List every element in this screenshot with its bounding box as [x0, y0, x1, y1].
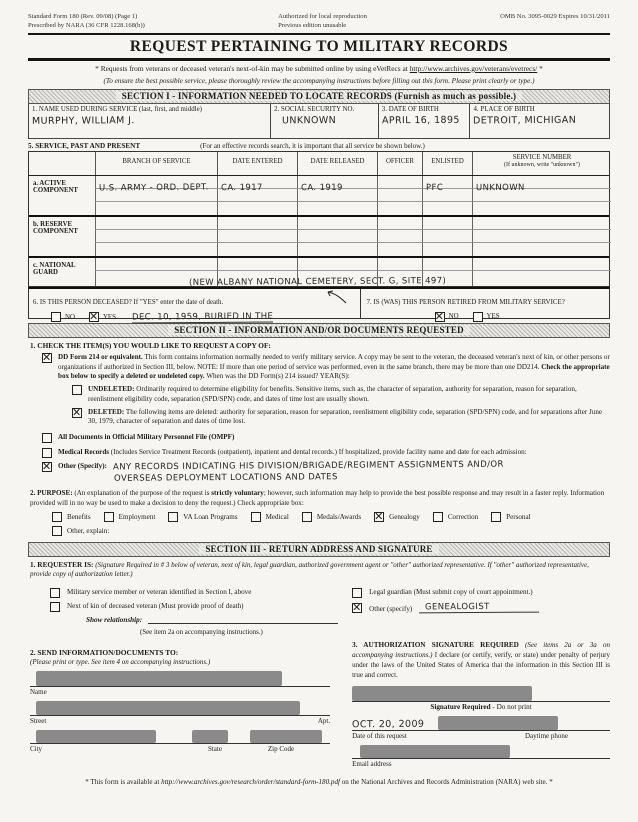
purpose-personal-checkbox[interactable] — [491, 512, 501, 522]
reserve-branch-cell[interactable] — [95, 217, 217, 230]
reserve-officer-cell[interactable] — [377, 217, 422, 230]
retired-no-checkbox[interactable] — [435, 312, 445, 322]
deleted-item — [72, 408, 610, 428]
service-note: (For an effective records search, it is important that all service be shown below.) — [200, 141, 425, 150]
email-caption: Email address — [352, 759, 392, 768]
redacted-name — [36, 671, 282, 686]
online-submission-note — [28, 64, 610, 73]
city-state-zip-block[interactable] — [30, 730, 330, 753]
reserve-number-cell[interactable] — [472, 230, 611, 243]
burial-location-note: (NEW ALBANY NATIONAL CEMETERY, SECT. G, SITE 497) — [188, 275, 447, 288]
guard-entered-cell[interactable] — [217, 258, 297, 271]
other-specify-line2: OVERSEAS DEPLOYMENT LOCATIONS AND DATES — [113, 472, 338, 484]
reserve-enlisted-cell[interactable] — [422, 217, 472, 230]
purpose-text1: (An explanation of the purpose of the request is — [72, 488, 212, 497]
purpose-medals-label: Medals/Awards — [316, 512, 362, 521]
purpose-options — [52, 512, 610, 522]
guard-branch-cell[interactable] — [95, 258, 217, 271]
form-header — [28, 13, 610, 31]
footer-prefix: * This form is available at — [85, 777, 162, 786]
street-input-block[interactable] — [30, 701, 330, 725]
ompf-item — [42, 433, 610, 443]
requester-italic: (Signature Required in # 3 below of veteran, next of kin, legal guardian, authorized government agent or "other" authorized representative. If "other" authorized representative, provide copy of authorization letter.) — [30, 560, 589, 579]
date-caption: Date of this request — [352, 731, 407, 740]
divider — [28, 58, 610, 61]
redacted-email — [360, 745, 510, 758]
requester-guardian-label: Legal guardian (Must submit copy of court appointment.) — [369, 588, 533, 597]
reserve-enlisted-cell[interactable] — [422, 243, 472, 256]
requester-nok-checkbox[interactable] — [50, 602, 60, 612]
service-label: 5. SERVICE, PAST AND PRESENT — [28, 141, 141, 150]
address-signature-block — [28, 640, 610, 768]
street-caption: Street — [30, 717, 47, 726]
authorization-italic: (See items 2a or 3a on accompanying instructions.) — [352, 641, 610, 660]
active-released-cell[interactable] — [297, 176, 377, 193]
section3-title: SECTION III - RETURN ADDRESS AND SIGNATURE — [199, 544, 438, 554]
state-caption: State — [207, 745, 222, 754]
other-text — [58, 459, 504, 484]
active-entered-cell[interactable] — [217, 202, 297, 215]
deceased-yes-checkbox[interactable] — [89, 312, 99, 322]
active-component-label: a. ACTIVE COMPONENT — [33, 179, 78, 194]
form-id-line2: Prescribed by NARA (36 CFR 1228.168(b)) — [28, 21, 145, 29]
service-heading — [28, 142, 610, 150]
purpose-medical-label: Medical — [265, 512, 289, 521]
online-note-text: * Requests from veterans or deceased veteran's next-of-kin may be submitted online by using eVetRecs at — [95, 63, 410, 73]
deleted-checkbox[interactable] — [72, 408, 82, 418]
service-number-note: (If unknown, write "unknown") — [504, 161, 580, 168]
requester-other-label: Other (specify) — [369, 605, 413, 614]
guard-number-cell[interactable] — [472, 271, 611, 286]
reserve-released-cell[interactable] — [297, 243, 377, 256]
deceased-no-checkbox[interactable] — [51, 312, 61, 322]
undeleted-text — [88, 385, 610, 405]
retired-question — [360, 289, 609, 321]
undeleted-bold: UNDELETED: — [88, 385, 135, 394]
dob-field[interactable] — [378, 104, 470, 138]
active-entered-value: CA. 1917 — [220, 182, 263, 193]
service-table — [28, 151, 610, 287]
reserve-component-label: b. RESERVE COMPONENT — [33, 220, 78, 235]
active-component-group — [29, 176, 609, 215]
deceased-question — [29, 289, 360, 323]
other-specify-line1: ANY RECORDS INDICATING HIS DIVISION/BRIGADE/REGIMENT ASSIGNMENTS AND/OR — [112, 459, 504, 473]
active-released-value: CA. 1919 — [300, 182, 343, 193]
reserve-released-cell[interactable] — [297, 217, 377, 230]
footer-url[interactable]: http://www.archives.gov/research/order/standard-form-180.pdf — [161, 777, 340, 786]
online-note-suffix: * — [537, 63, 543, 73]
redacted-signature — [352, 686, 532, 701]
undeleted-body: Ordinarily required to determine eligibility for benefits. Sensitive items, such as, the character of separation, authority for separation, reason for separation, reenlistment eligibility code, separation (SPD/SPN) code, and dates of time lost are usually shown. — [88, 385, 577, 403]
requester-options — [28, 584, 610, 636]
active-released-cell[interactable] — [297, 202, 377, 215]
reserve-branch-cell[interactable] — [95, 243, 217, 256]
purpose-valoan-label: VA Loan Programs — [183, 512, 238, 521]
ompf-bold: All Documents in Official Military Personnel File (OMPF) — [58, 433, 235, 442]
requester-other-value[interactable]: GENEALOGIST — [419, 602, 539, 614]
active-number-value: UNKNOWN — [475, 182, 525, 193]
signature-block[interactable] — [352, 686, 610, 711]
ssn-value: UNKNOWN — [282, 114, 337, 127]
active-branch-cell[interactable] — [95, 202, 217, 215]
dob-value: APRIL 16, 1895 — [381, 114, 460, 127]
medical-body: (Includes Service Treatment Records (outpatient), inpatient and dental records.) If hospitalized, provide facility name and date for each admission: — [109, 448, 527, 457]
deleted-body: The following items are deleted: authority for separation, reason for separation, reenlistment eligibility code, separation (SPD/SPN) code, and for separations after June 30, 1979, character of separation and dates of time lost. — [88, 407, 603, 426]
name-caption: Name — [30, 688, 47, 697]
retired-label: 7. IS (WAS) THIS PERSON RETIRED FROM MILITARY SERVICE? — [366, 298, 565, 306]
date-of-death-value: DEC. 10, 1959, BURIED IN THE — [131, 311, 274, 323]
pob-field[interactable] — [469, 104, 609, 138]
purpose-other-label: Other, explain: — [67, 526, 110, 535]
redacted-state — [192, 730, 228, 743]
reserve-component-group — [29, 215, 609, 256]
medical-item — [42, 448, 610, 458]
service-table-header — [29, 152, 609, 176]
purpose-genealogy-checkbox[interactable] — [374, 512, 384, 522]
ompf-checkbox[interactable] — [42, 433, 52, 443]
ompf-text — [58, 433, 234, 443]
reserve-enlisted-cell[interactable] — [422, 230, 472, 243]
dd214-text — [58, 353, 610, 382]
purpose-correction-checkbox[interactable] — [433, 512, 443, 522]
date-phone-block[interactable] — [352, 716, 610, 740]
active-entered-cell[interactable] — [217, 176, 297, 193]
reserve-officer-cell[interactable] — [377, 230, 422, 243]
retired-no-label: NO — [448, 313, 459, 321]
purpose-valoan-checkbox[interactable] — [168, 512, 178, 522]
ssn-label: 2. SOCIAL SECURITY NO. — [274, 105, 355, 113]
purpose-other-row — [52, 526, 610, 536]
relationship-input-line[interactable] — [148, 623, 338, 624]
requester-guardian-checkbox[interactable] — [352, 588, 362, 598]
deleted-text — [88, 408, 610, 428]
redacted-city — [36, 730, 156, 743]
send-to-label: 2. SEND INFORMATION/DOCUMENTS TO: — [30, 648, 179, 658]
reserve-entered-cell[interactable] — [217, 243, 297, 256]
dd214-bold2: Check the appropriate box below to specify a deleted or undeleted copy. — [58, 362, 610, 381]
undeleted-checkbox[interactable] — [72, 385, 82, 395]
deceased-no-label: NO — [65, 313, 75, 321]
dd214-checkbox[interactable] — [42, 353, 52, 363]
purpose-employment-label: Employment — [118, 512, 156, 521]
reproduction-note: Authorized for local reproduction — [278, 13, 367, 20]
purpose-paragraph — [30, 489, 610, 509]
active-enlisted-cell[interactable] — [422, 202, 472, 215]
medical-checkbox[interactable] — [42, 448, 52, 458]
reserve-entered-cell[interactable] — [217, 230, 297, 243]
email-block[interactable] — [352, 745, 610, 768]
form-footer — [28, 778, 610, 786]
active-branch-cell[interactable] — [95, 176, 217, 194]
apt-caption: Apt. — [317, 717, 331, 726]
medical-text — [58, 448, 527, 458]
name-label: 1. NAME USED DURING SERVICE (last, first, and middle) — [32, 105, 202, 113]
city-caption: City — [30, 745, 43, 754]
phone-caption: Daytime phone — [525, 731, 568, 740]
purpose-bold2: strictly voluntary — [211, 488, 264, 497]
redacted-zip — [250, 730, 322, 743]
page-title: REQUEST PERTAINING TO MILITARY RECORDS — [129, 37, 509, 55]
active-number-cell[interactable] — [472, 176, 611, 193]
identity-fields-row — [28, 104, 610, 139]
active-enlisted-value: PFC — [425, 182, 444, 193]
retired-yes-label: YES — [486, 313, 500, 321]
other-bold: Other (Specify): — [58, 462, 107, 471]
redacted-phone — [438, 716, 558, 730]
dd214-item — [42, 353, 610, 382]
reserve-branch-cell[interactable] — [95, 230, 217, 243]
national-guard-label: c. NATIONAL GUARD — [33, 261, 76, 276]
section3-header — [28, 542, 610, 557]
send-to-italic: (Please print or type. See item 4 on accompanying instructions.) — [30, 658, 211, 667]
guard-enlisted-cell[interactable] — [422, 258, 472, 271]
active-number-cell[interactable] — [472, 202, 611, 215]
service-number-header: SERVICE NUMBER — [512, 153, 572, 161]
deceased-retired-row — [28, 287, 610, 323]
name-input-block[interactable] — [30, 671, 330, 696]
footer-suffix: on the National Archives and Records Administration (NARA) web site. * — [339, 777, 553, 786]
authorization-bold: 3. AUTHORIZATION SIGNATURE REQUIRED — [352, 641, 519, 650]
form-id-line1: Standard Form 180 (Rev. 09/08) (Page 1) — [28, 13, 138, 20]
active-officer-cell[interactable] — [377, 202, 422, 215]
purpose-genealogy-label: Genealogy — [389, 512, 420, 521]
section2-header — [28, 323, 610, 338]
signature-required-bold: Signature Required — [430, 702, 491, 711]
col-date-entered: DATE ENTERED — [217, 152, 297, 175]
see-item-note: (See item 2a on accompanying instructions.) — [140, 629, 263, 637]
purpose-correction-label: Correction — [447, 512, 479, 521]
col-officer: OFFICER — [377, 152, 422, 175]
signature-required-rest: - Do not print — [490, 702, 532, 711]
col-service-number — [472, 152, 611, 175]
col-branch: BRANCH OF SERVICE — [95, 152, 217, 175]
row-label-spacer — [29, 152, 95, 175]
purpose-benefits-checkbox[interactable] — [52, 512, 62, 522]
reserve-number-cell[interactable] — [472, 243, 611, 256]
active-branch-value: U.S. ARMY - ORD. DEPT. — [98, 182, 209, 194]
requester-nok-label: Next of kin of deceased veteran (Must provide proof of death) — [67, 602, 244, 611]
purpose-bold: 2. PURPOSE: — [30, 488, 73, 497]
requester-military-checkbox[interactable] — [50, 588, 60, 598]
requester-bold: 1. REQUESTER IS: — [30, 559, 94, 569]
guard-number-cell[interactable] — [472, 258, 611, 271]
purpose-personal-label: Personal — [506, 512, 531, 521]
redacted-street — [36, 701, 300, 715]
section1-header — [28, 89, 610, 104]
purpose-other-checkbox[interactable] — [52, 526, 62, 536]
zip-caption: Zip Code — [267, 745, 295, 754]
requester-other-checkbox[interactable] — [352, 603, 362, 613]
edition-note: Previous edition unusable — [278, 21, 347, 29]
reserve-entered-cell[interactable] — [217, 217, 297, 230]
pob-value: DETROIT, MICHIGAN — [473, 114, 577, 127]
show-relationship-label: Show relationship: — [86, 616, 143, 625]
deceased-yes-label: YES — [102, 313, 116, 321]
requester-military-label: Military service member or veteran identified in Section I, above — [67, 588, 252, 597]
request-date-value: OCT. 20, 2009 — [352, 718, 425, 731]
purpose-text2: ; however, such information may help to provide the best possible response and may result in a faster reply. Information provided will in no way be used to make a decision to deny the request.) Check appropriate box: — [30, 488, 605, 507]
handdrawn-arrow-icon — [324, 289, 350, 305]
reserve-number-cell[interactable] — [472, 217, 611, 230]
instructions-note: (To ensure the best possible service, please thoroughly review the accompanying instructions before filling out this form. Please print clearly or type.) — [103, 76, 535, 85]
name-field[interactable] — [29, 104, 270, 138]
guard-released-cell[interactable] — [297, 258, 377, 271]
reserve-released-cell[interactable] — [297, 230, 377, 243]
dd214-years: When was the DD Form(s) 214 issued? YEAR(S): — [204, 372, 350, 381]
active-officer-cell[interactable] — [377, 176, 422, 189]
purpose-medals-checkbox[interactable] — [302, 512, 312, 522]
section1-title: SECTION I - INFORMATION NEEDED TO LOCATE RECORDS (Furnish as much as possible.) — [116, 91, 522, 101]
other-item — [42, 459, 610, 484]
national-guard-group — [29, 256, 609, 286]
undeleted-item — [72, 385, 610, 405]
authorization-text: I declare (or certify, verify, or state) under penalty of perjury under the laws of the United States of America that the information in this Section III is true and correct. — [352, 651, 610, 679]
dd214-body: This form contains information normally needed to verify military service. A copy may be sent to the veteran, the deceased veteran's next of kin, or other persons or organizations if authorized in Section III, below. NOTE: If more than one period of service was performed, even in the same branch, there may be more than one DD214. — [58, 352, 610, 371]
deceased-label: 6. IS THIS PERSON DECEASED? If "YES" enter the date of death. — [33, 298, 224, 306]
retired-yes-checkbox[interactable] — [473, 312, 483, 322]
requester-paragraph — [30, 560, 610, 581]
request-items-label: 1. CHECK THE ITEM(S) YOU WOULD LIKE TO REQUEST A COPY OF: — [30, 340, 271, 350]
pob-label: 4. PLACE OF BIRTH — [473, 105, 535, 113]
omb-number: OMB No. 3095-0029 Expires 10/31/2011 — [500, 13, 610, 20]
authorization-block — [348, 640, 610, 768]
ssn-field[interactable] — [270, 104, 378, 138]
section2-title: SECTION II - INFORMATION AND/OR DOCUMENTS REQUESTED — [168, 325, 470, 335]
deleted-bold: DELETED: — [88, 407, 125, 416]
reserve-officer-cell[interactable] — [377, 243, 422, 256]
dd214-bold: DD Form 214 or equivalent. — [58, 352, 143, 361]
purpose-medical-checkbox[interactable] — [251, 512, 261, 522]
dob-label: 3. DATE OF BIRTH — [381, 105, 439, 113]
guard-officer-cell[interactable] — [377, 258, 422, 271]
active-enlisted-cell[interactable] — [422, 176, 472, 193]
other-checkbox[interactable] — [42, 462, 52, 472]
name-value: MURPHY, WILLIAM J. — [31, 114, 135, 127]
evetrecs-link[interactable]: http://www.archives.gov/veterans/evetrecs/ — [409, 63, 538, 73]
col-enlisted: ENLISTED — [422, 152, 472, 175]
medical-bold: Medical Records — [58, 448, 110, 457]
purpose-employment-checkbox[interactable] — [104, 512, 114, 522]
col-date-released: DATE RELEASED — [297, 152, 377, 175]
active-officer-cell[interactable] — [377, 189, 422, 202]
purpose-benefits-label: Benefits — [67, 512, 91, 521]
